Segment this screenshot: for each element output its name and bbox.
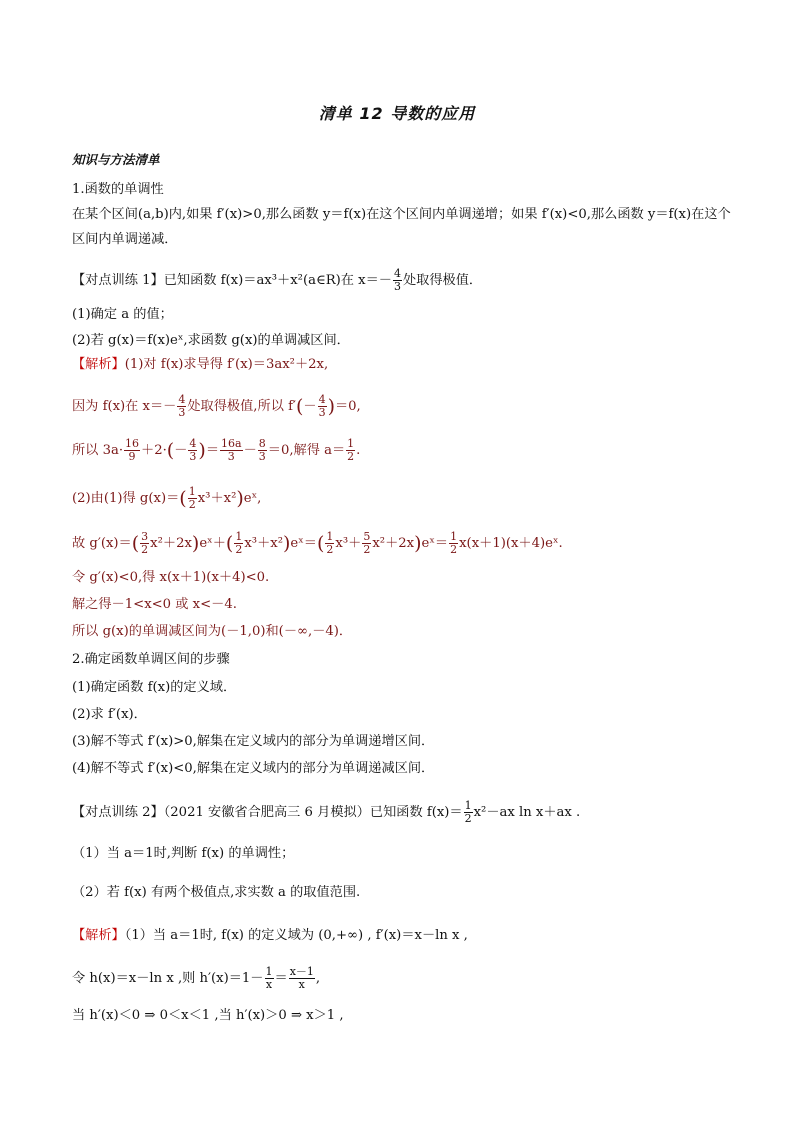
- fraction: $\frac{4}{3}$: [393, 267, 401, 293]
- ex2-q1: （1）当 a＝1时,判断 f(x) 的单调性；: [72, 846, 295, 861]
- ex2-sol1: 【解析】（1）当 a＝1时, f(x) 的定义域为 (0,+∞) , f′(x)＝x－ln x ,: [72, 928, 468, 943]
- fraction: $\frac{1}{2}$: [188, 485, 196, 511]
- ex1-sol8: 所以 g(x)的单调减区间为(－1,0)和(－∞,－4)．: [72, 624, 353, 639]
- ex1-sol2: 因为 f(x)在 x＝－ $\frac{4}{3}$ 处取得极值,所以 f′(－ $\frac{4}{3}$ )＝0,: [72, 393, 361, 419]
- s2-step3: (3)解不等式 f′(x)>0,解集在定义域内的部分为单调递增区间．: [72, 734, 435, 749]
- section-heading: 知识与方法清单: [72, 152, 160, 167]
- ex1-q1: (1)确定 a 的值；: [72, 307, 173, 322]
- fraction: $\frac{1}{x}$: [265, 965, 273, 991]
- s2-heading: 2.确定函数单调区间的步骤: [72, 652, 230, 667]
- ex2-sol2: 令 h(x)＝x－ln x ,则 h′(x)＝1－ $\frac{1}{x}$ ＝ $\frac{x-1}{x}$ ,: [72, 965, 321, 991]
- s2-step1: (1)确定函数 f(x)的定义域．: [72, 680, 237, 695]
- fraction: $\frac{4}{3}$: [178, 393, 186, 419]
- fraction: $\frac{1}{2}$: [464, 799, 472, 825]
- fraction: $\frac{1}{2}$: [235, 530, 243, 556]
- ex1-sol5: 故 g′(x)＝( $\frac{3}{2}$ x²＋2x)eˣ＋( $\frac{1}{2}$ x³＋x²)eˣ＝( $\frac{1}{2}$ x³＋ $\frac{5}{2}$ x²＋2x)eˣ＝ $\frac{1}{2}$ x(x＋1)(x＋4)eˣ.: [72, 530, 563, 556]
- fraction: $\frac{16a}{3}$: [221, 437, 242, 463]
- fraction: $\frac{8}{3}$: [258, 437, 266, 463]
- ex2-q2: （2）若 f(x) 有两个极值点,求实数 a 的取值范围.: [72, 885, 361, 900]
- ex1-q2: (2)若 g(x)＝f(x)eˣ,求函数 g(x)的单调减区间．: [72, 333, 350, 348]
- s1-heading: 1.函数的单调性: [72, 182, 164, 197]
- ex1-stem: 【对点训练 1】已知函数 f(x)＝ax³＋x²(a∈R)在 x＝－ $\frac{4}{3}$ 处取得极值．: [72, 267, 483, 293]
- fraction: $\frac{1}{2}$: [347, 437, 355, 463]
- fraction: $\frac{3}{2}$: [141, 530, 149, 556]
- ex2-stem: 【对点训练 2】（2021 安徽省合肥高三 6 月模拟）已知函数 f(x)＝ $\frac{1}{2}$ x²－ax ln x＋ax .: [72, 799, 581, 825]
- ex1-sol3: 所以 3a· $\frac{16}{9}$ ＋2·(－ $\frac{4}{3}$ )＝ $\frac{16a}{3}$ － $\frac{8}{3}$ ＝0,解得 a＝ $\frac{1}{2}$ .: [72, 437, 361, 463]
- fraction: $\frac{4}{3}$: [189, 437, 197, 463]
- fraction: $\frac{1}{2}$: [326, 530, 334, 556]
- fraction: $\frac{1}{2}$: [450, 530, 458, 556]
- ex2-sol3: 当 h′(x)＜0 ⇒ 0＜x＜1 ,当 h′(x)＞0 ⇒ x＞1 ,: [72, 1008, 344, 1023]
- ex1-sol1: 【解析】(1)对 f(x)求导得 f′(x)＝3ax²＋2x,: [72, 357, 329, 372]
- s1-text-line2: 区间内单调递减．: [72, 232, 178, 247]
- fraction: $\frac{16}{9}$: [125, 437, 140, 463]
- solution-label: 【解析】: [72, 357, 125, 372]
- ex1-sol4: (2)由(1)得 g(x)＝( $\frac{1}{2}$ x³＋x²)eˣ,: [72, 485, 262, 511]
- ex1-sol6: 令 g′(x)<0,得 x(x＋1)(x＋4)<0.: [72, 570, 270, 585]
- solution-label: 【解析】: [72, 928, 125, 943]
- s1-text-line1: 在某个区间(a,b)内,如果 f′(x)>0,那么函数 y＝f(x)在这个区间内单调递增；如果 f′(x)<0,那么函数 y＝f(x)在这个: [72, 207, 731, 222]
- fraction: $\frac{5}{2}$: [363, 530, 371, 556]
- fraction: $\frac{x-1}{x}$: [289, 965, 314, 991]
- s2-step4: (4)解不等式 f′(x)<0,解集在定义域内的部分为单调递减区间．: [72, 761, 435, 776]
- s2-step2: (2)求 f′(x)．: [72, 707, 147, 722]
- ex1-sol7: 解之得－1<x<0 或 x<－4.: [72, 597, 237, 612]
- page-title: 清单 12 导数的应用: [318, 104, 476, 123]
- fraction: $\frac{4}{3}$: [318, 393, 326, 419]
